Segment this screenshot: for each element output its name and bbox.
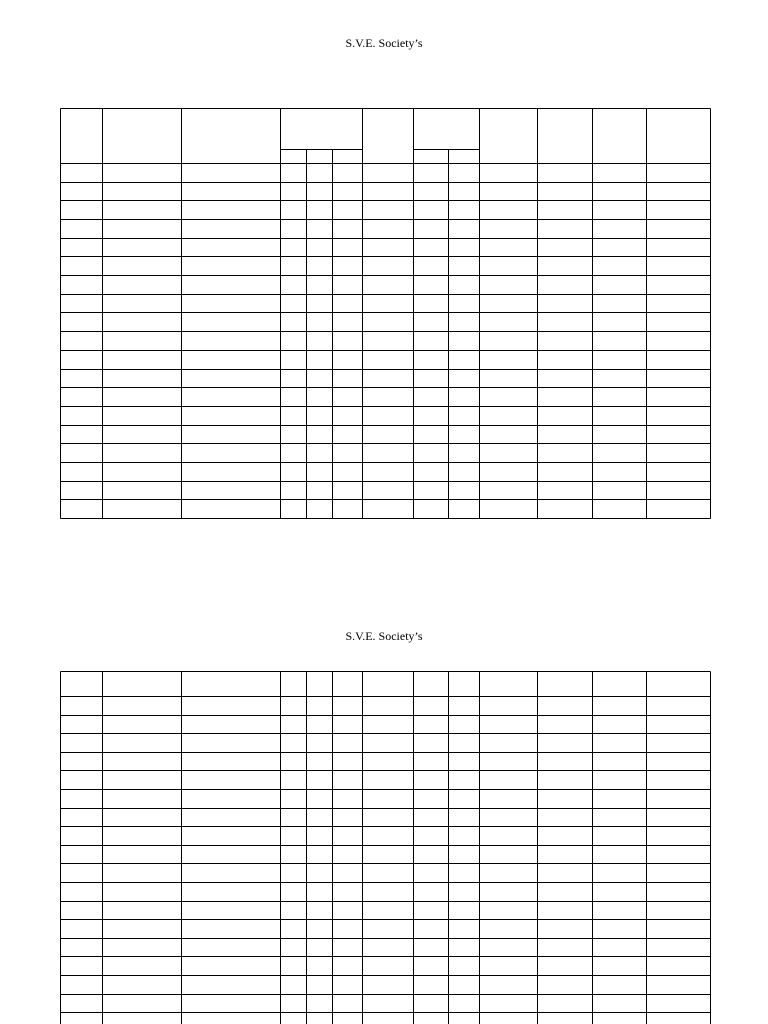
society-title: S.V.E. Society’s <box>345 36 423 50</box>
society-title: S.V.E. Society’s <box>345 629 423 643</box>
